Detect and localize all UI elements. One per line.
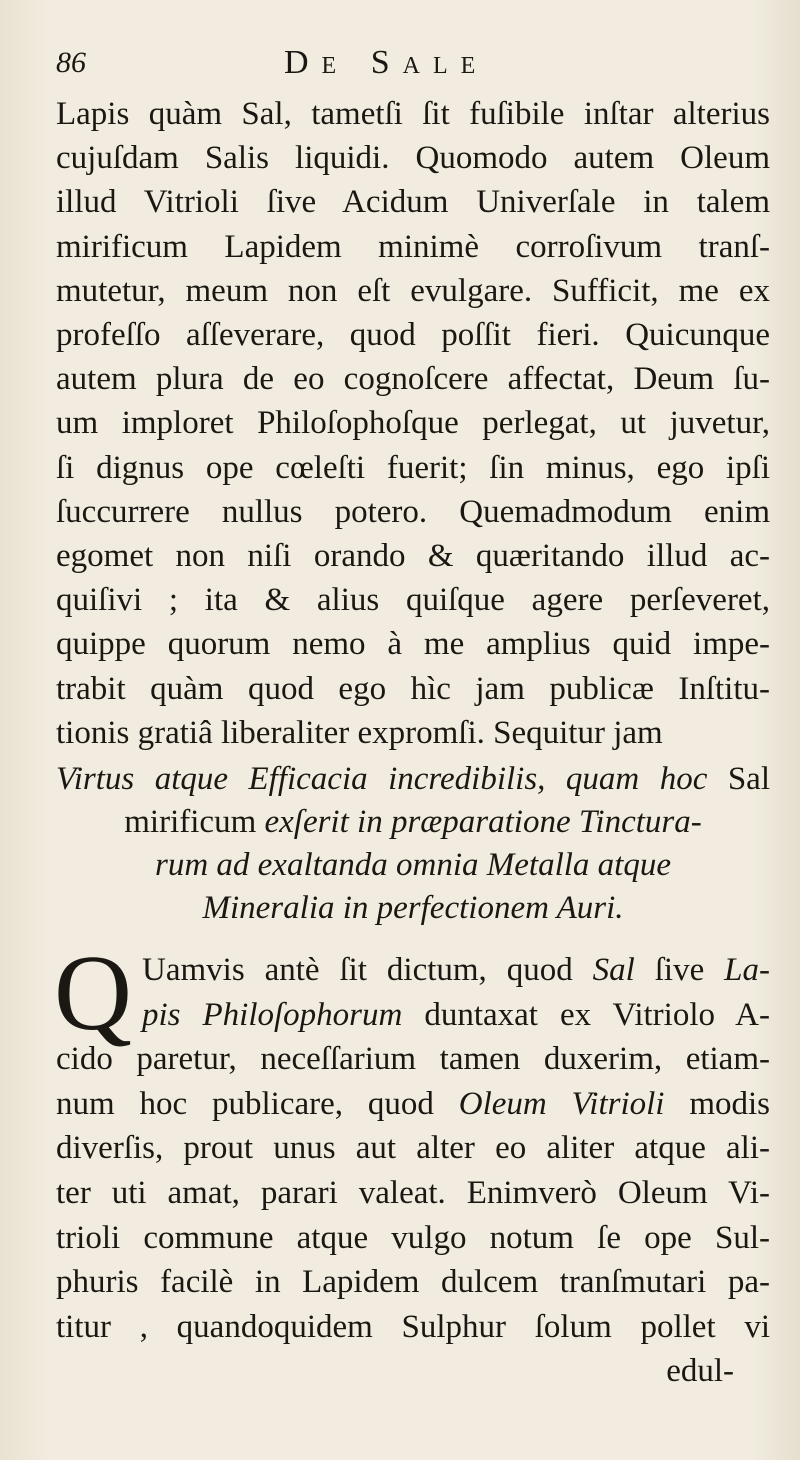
heading-line (56, 801, 770, 844)
heading-roman: Sal (707, 761, 770, 797)
text-run: modis (664, 1085, 770, 1122)
text-line: mutetur, meum non eſt evulgare. Sufficit, me ex (56, 272, 770, 309)
page-header (56, 44, 760, 88)
text-line: phuris facilè in Lapidem dulcem tranſmutari pa- (56, 1264, 770, 1301)
text-line: egomet non niſi orando & quæritando illud ac- (56, 538, 770, 575)
page-number: 86 (56, 46, 86, 79)
text-line: titur , quandoquidem Sulphur ſolum pollet vi (56, 1308, 770, 1345)
text-line (56, 948, 770, 993)
text-line: illud Vitrioli ſive Acidum Univerſale in talem (56, 184, 770, 221)
paragraph-1 (56, 92, 770, 755)
drop-capital: Q (54, 934, 132, 1053)
text-run: ſive (634, 952, 725, 988)
text-line: ſuccurrere nullus potero. Quemadmodum enim (56, 493, 770, 530)
text-run: num hoc publicare, quod (56, 1085, 459, 1122)
heading-line: rum ad exaltanda omnia Metalla atque (154, 847, 671, 883)
text-line: tionis gratiâ liberaliter expromſi. Sequitur jam (56, 714, 663, 751)
text-run: duntaxat ex Vitriolo A- (402, 996, 770, 1033)
paragraph-2 (54, 934, 771, 1394)
text-line (56, 1082, 770, 1127)
text-line (56, 993, 770, 1038)
text-line: autem plura de eo cognoſcere affectat, Deum ſu- (56, 361, 770, 398)
text-line: diverſis, prout unus aut alter eo aliter atque ali- (56, 1130, 770, 1167)
catchword: edul- (666, 1353, 734, 1390)
text-line: cido paretur, neceſſarium tamen duxerim, etiam- (56, 1041, 770, 1078)
heading-line (56, 758, 770, 801)
text-line: mirificum Lapidem minimè corroſivum tranſ- (56, 228, 770, 265)
text-line: profeſſo aſſeverare, quod poſſit fieri. Quicunque (56, 317, 770, 354)
section-heading (56, 758, 770, 930)
text-run-italic: Sal (592, 952, 635, 988)
text-run-italic: pis Philoſophorum (142, 996, 403, 1033)
text-run-italic: Oleum Vitrioli (458, 1085, 665, 1122)
text-run-italic: La- (724, 952, 771, 988)
text-line: ſi dignus ope cœleſti fuerit; ſin minus, ego ipſi (56, 449, 770, 486)
heading-italic: exſerit in præparatione Tinctura- (264, 804, 702, 840)
running-title: De Sale (284, 44, 489, 81)
heading-italic: Virtus atque Efficacia incredibilis, quam hoc (56, 761, 708, 797)
text-line: um imploret Philoſophoſque perlegat, ut juvetur, (56, 405, 770, 442)
heading-line: Mineralia in perfectionem Auri. (202, 890, 624, 926)
text-line: quippe quorum nemo à me amplius quid impe- (56, 626, 770, 663)
text-line: cujuſdam Salis liquidi. Quomodo autem Oleum (56, 140, 770, 177)
heading-roman: mirificum (124, 804, 265, 840)
text-line: trabit quàm quod ego hìc jam publicæ Inſtitu- (56, 670, 770, 707)
text-line: trioli commune atque vulgo notum ſe ope Sul- (56, 1219, 770, 1256)
text-run: Uamvis antè ſit dictum, quod (142, 952, 593, 988)
text-line: quiſivi ; ita & alius quiſque agere perſeveret, (56, 582, 770, 619)
text-line: ter uti amat, parari valeat. Enimverò Oleum Vi- (56, 1174, 770, 1211)
text-line: Lapis quàm Sal, tametſi ſit fuſibile inſtar alterius (56, 96, 770, 132)
